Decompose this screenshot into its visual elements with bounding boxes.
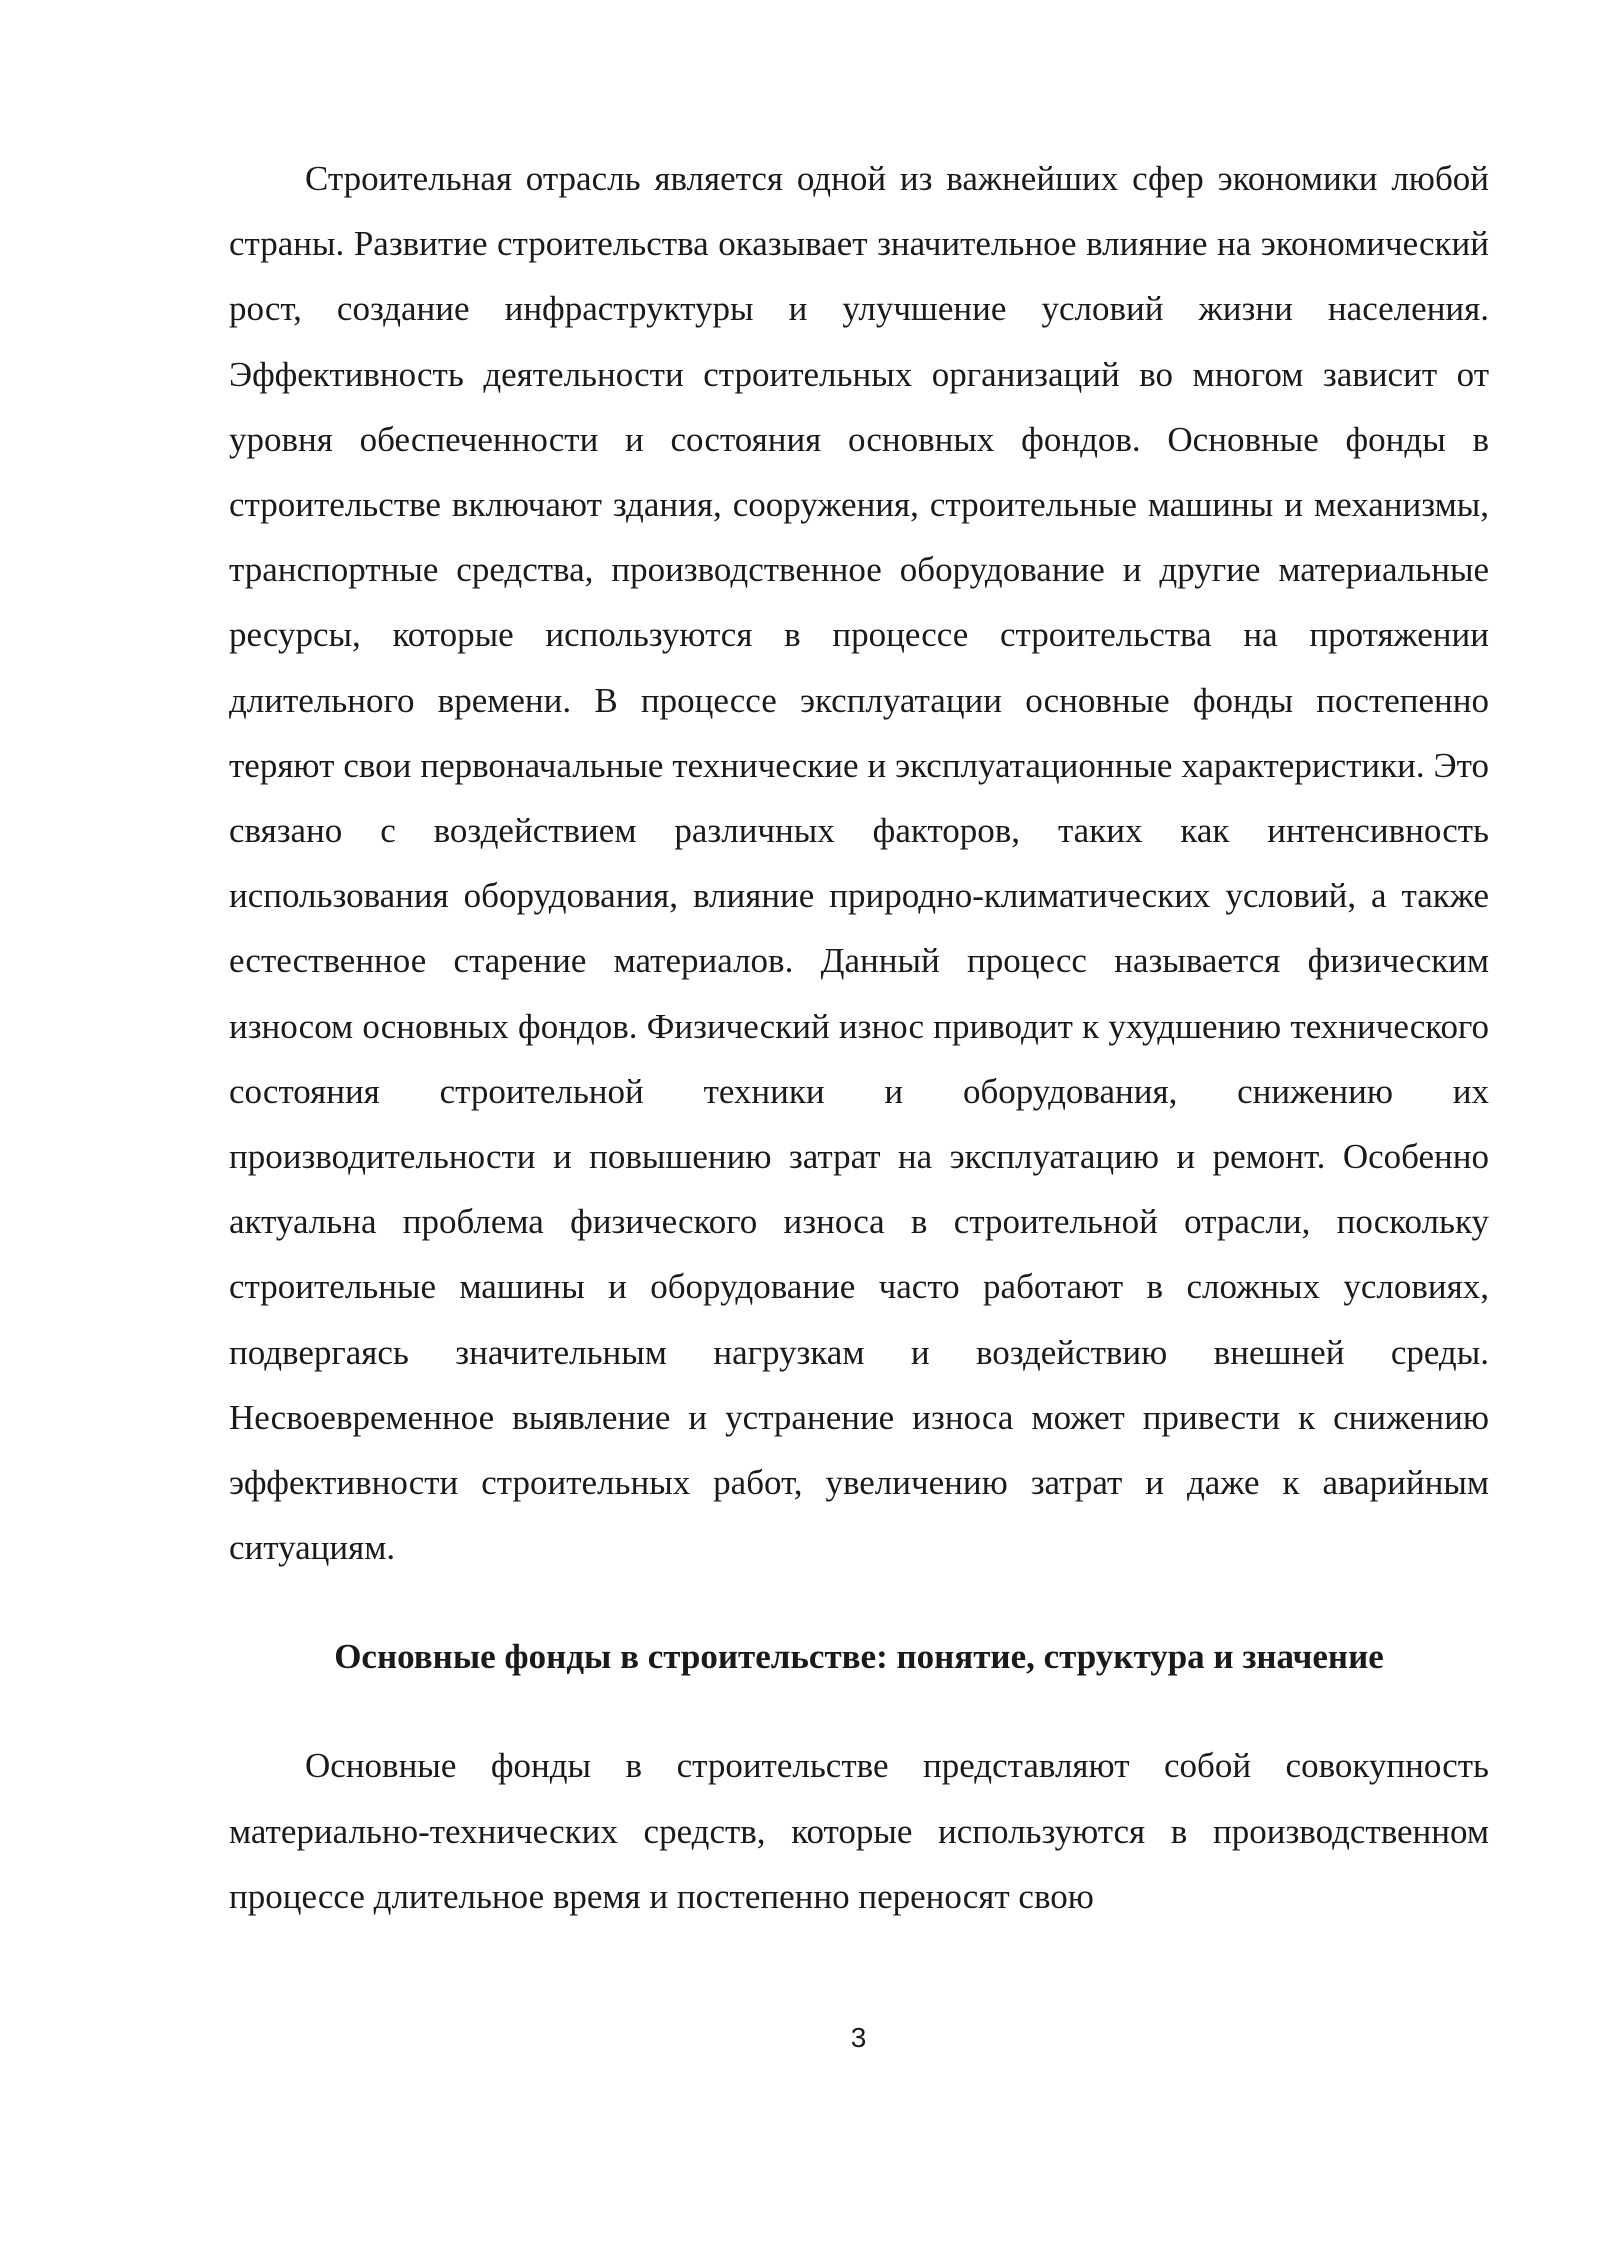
document-body xyxy=(229,146,1489,1929)
intro-paragraph: Строительная отрасль является одной из важнейших сфер экономики любой страны. Развитие строительства оказывает значительное влияние на экономический рост, создание инфраструктуры и улучшение условий жизни населения. Эффективность деятельности строительных организаций во многом зависит от уровня обеспеченности и состояния основных фондов. Основные фонды в строительстве включают здания, сооружения, строительные машины и механизмы, транспортные средства, производственное оборудование и другие материальные ресурсы, которые используются в процессе строительства на протяжении длительного времени. В процессе эксплуатации основные фонды постепенно теряют свои первоначальные технические и эксплуатационные характеристики. Это связано с воздействием различных факторов, таких как интенсивность использования оборудования, влияние природно-климатических условий, а также естественное старение материалов. Данный процесс называется физическим износом основных фондов. Физический износ приводит к ухудшению технического состояния строительной техники и оборудования, снижению их производительности и повышению затрат на эксплуатацию и ремонт. Особенно актуальна проблема физического износа в строительной отрасли, поскольку строительные машины и оборудование часто работают в сложных условиях, подвергаясь значительным нагрузкам и воздействию внешней среды. Несвоевременное выявление и устранение износа может привести к снижению эффективности строительных работ, увеличению затрат и даже к аварийным ситуациям. xyxy=(229,159,1489,1568)
section-paragraph: Основные фонды в строительстве представляют собой совокупность материально-технических средств, которые используются в производственном процессе длительное время и постепенно переносят свою xyxy=(229,1746,1489,1916)
page-number: 3 xyxy=(850,2022,867,2053)
section-heading: Основные фонды в строительстве: понятие, структура и значение xyxy=(334,1637,1384,1677)
